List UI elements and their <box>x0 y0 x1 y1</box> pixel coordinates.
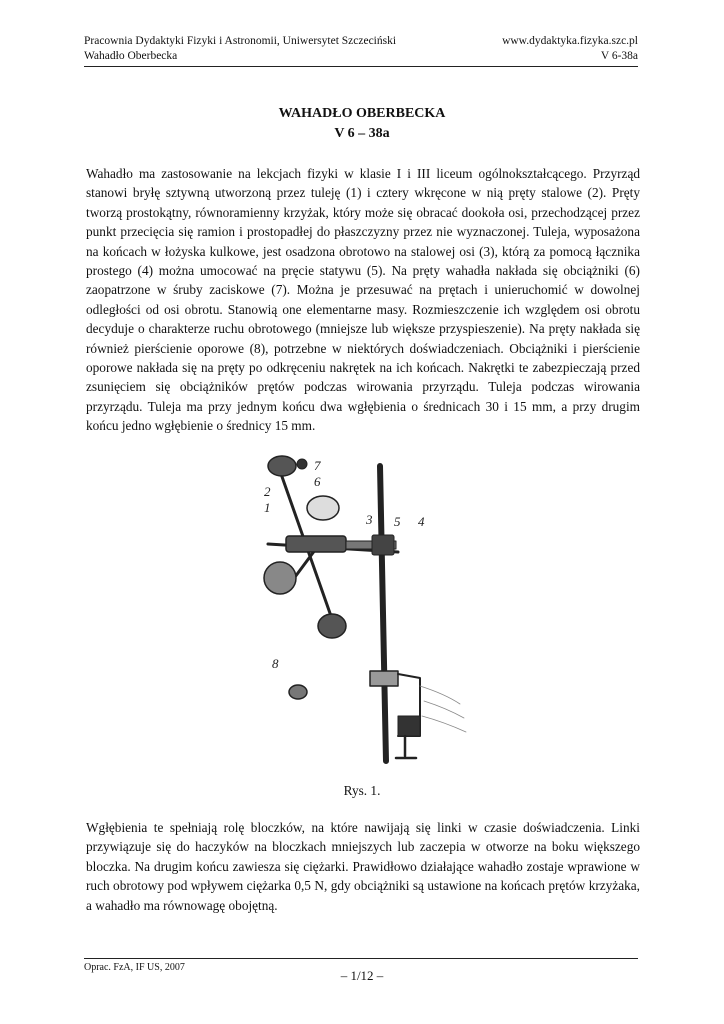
header-right <box>502 34 638 64</box>
stand-rod <box>380 466 386 761</box>
connector <box>372 535 394 555</box>
clamp-screw <box>297 459 307 469</box>
weight-upper-right <box>307 496 339 520</box>
header-left <box>84 34 396 64</box>
footer-author: Oprac. FzA, IF US, 2007 <box>84 962 185 973</box>
header-divider <box>84 66 638 67</box>
label-2: 2 <box>264 484 271 499</box>
label-7: 7 <box>314 458 321 473</box>
stop-ring <box>289 685 307 699</box>
weight-left <box>264 562 296 594</box>
label-4: 4 <box>418 514 425 529</box>
figure-caption: Rys. 1. <box>343 783 381 798</box>
weight-bottom <box>318 614 346 638</box>
page-number: – 1/12 – <box>340 968 384 983</box>
after-figure-paragraph: Wgłębienia te spełniają rolę bloczków, na które nawijają się linki w czasie doświadczenia. Linki przywiązuje się do haczyków na bloczkach mniejszych lub zaczepia w otworze na boku większego bloczka. Na drugim końcu zawiesza się ciężarki. Prawidłowo działające wahadło zostaje wprawione w ruch obrotowy pod wpływem ciężarka 0,5 N, gdy obciążniki są ustawione na końcach prętów krzyżaka, a wahadło ma równowagę obojętną. <box>86 820 640 913</box>
table-hatching <box>420 686 466 732</box>
intro-paragraph: Wahadło ma zastosowanie na lekcjach fizyki w klasie I i III liceum ogólnokształcącego. Przyrząd stanowi bryłę sztywną utworzoną przez tuleję (1) i cztery wkręcone w nią pręty stalowe (2). Pręty tworzą prostokątny, równoramienny krzyżak, który może się obracać dookoła osi, przechodzącej przez punkt przecięcia się ramion i prostopadłej do płaszczyzny przez nie wyznaczonej. Tuleja, wyposażona na końcach w łożyska kulkowe, jest osadzona obrotowo na stalowej osi (3), którą za pomocą łącznika prostego (4) można umocować na pręcie statywu (5). Na pręty wahadła nakłada się obciążniki (6) zaopatrzone w śruby zaciskowe (7). Można je przesuwać na prętach i unieruchomić w dowolnej odległości od osi obrotu. Stanowią one elementarne masy. Rozmieszczenie ich względem osi obrotu decyduje o charakterze ruchu obrotowego (mniejsze lub większe przyspieszenie). Na pręty nakłada się również pierścienie oporowe (8), potrzebne w niektórych doświadczeniach. Obciążniki i pierścienie oporowe nakłada się na pręty po odkręceniu nakrętek na ich końcach. Nakrętki te zabezpieczają przed zsunięciem się obciążników prętów podczas wirowania przyrządu. Tuleja podczas wirowania przyrządu. Tuleja ma przy jednym końcu dwa wgłębienia o średnicach 30 i 15 mm, a przy drugim końcu jedno wgłębienie o średnicy 15 mm. <box>86 166 640 434</box>
cross-rod-diagonal <box>280 471 338 636</box>
weight-top <box>268 456 296 476</box>
table-clamp-block <box>398 716 420 736</box>
page-subtitle: V 6 – 38a <box>334 126 390 141</box>
footer-divider <box>84 958 638 959</box>
oberbeck-pendulum-figure <box>220 446 510 776</box>
page-title: WAHADŁO OBERBECKA <box>278 106 446 121</box>
label-1: 1 <box>264 500 271 515</box>
table-clamp-top <box>370 671 398 686</box>
label-3: 3 <box>366 512 373 527</box>
label-6: 6 <box>314 474 321 489</box>
header-institution: Pracownia Dydaktyki Fizyki i Astronomii, Uniwersytet Szczeciński <box>84 35 397 47</box>
header-url: www.dydaktyka.fizyka.szc.pl <box>502 35 638 47</box>
label-5: 5 <box>394 514 401 529</box>
label-8: 8 <box>272 656 279 671</box>
header-doc-title: Wahadło Oberbecka <box>84 50 178 62</box>
header-code: V 6-38a <box>600 50 638 62</box>
hub-sleeve <box>286 536 346 552</box>
